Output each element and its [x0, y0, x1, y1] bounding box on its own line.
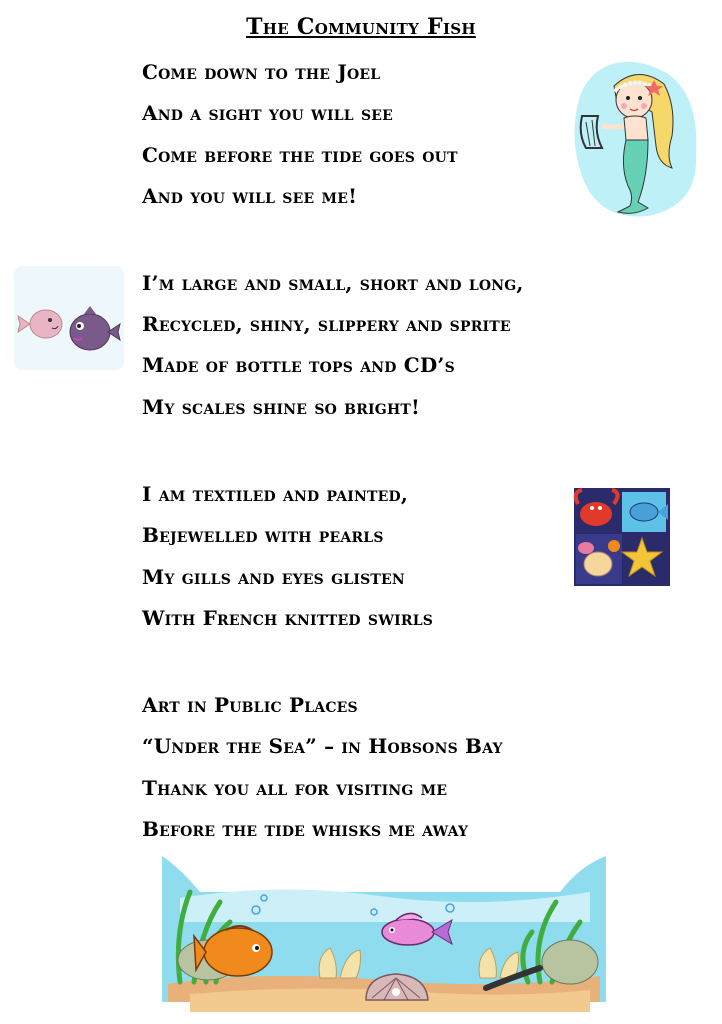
poem-line: Made of bottle tops and CD’s [142, 353, 455, 377]
poem-line: I’m large and small, short and long, [142, 271, 524, 295]
sea-creatures-illustration [568, 484, 674, 590]
poem-line: Thank you all for visiting me [142, 776, 448, 800]
poem-line: Come before the tide goes out [142, 143, 458, 167]
poem-line: Before the tide whisks me away [142, 817, 469, 841]
poem-line: Art in Public Places [142, 693, 358, 717]
poem-line: My scales shine so bright! [142, 395, 420, 419]
poem-title: The Community Fish [246, 14, 476, 40]
poem-line: Bejewelled with pearls [142, 523, 384, 547]
poem-line: And a sight you will see [142, 101, 394, 125]
mermaid-illustration [568, 56, 704, 222]
poem-line: With French knitted swirls [142, 606, 434, 630]
poem-line: And you will see me! [142, 184, 358, 208]
two-fish-illustration [14, 266, 124, 370]
aquarium-illustration [160, 852, 608, 1020]
poem-line: Recycled, shiny, slippery and sprite [142, 312, 511, 336]
poem-line: My gills and eyes glisten [142, 565, 405, 589]
poem-line: Come down to the Joel [142, 60, 381, 84]
poem-line: I am textiled and painted, [142, 482, 409, 506]
poem-line: “Under the Sea” – in Hobsons Bay [142, 734, 503, 758]
